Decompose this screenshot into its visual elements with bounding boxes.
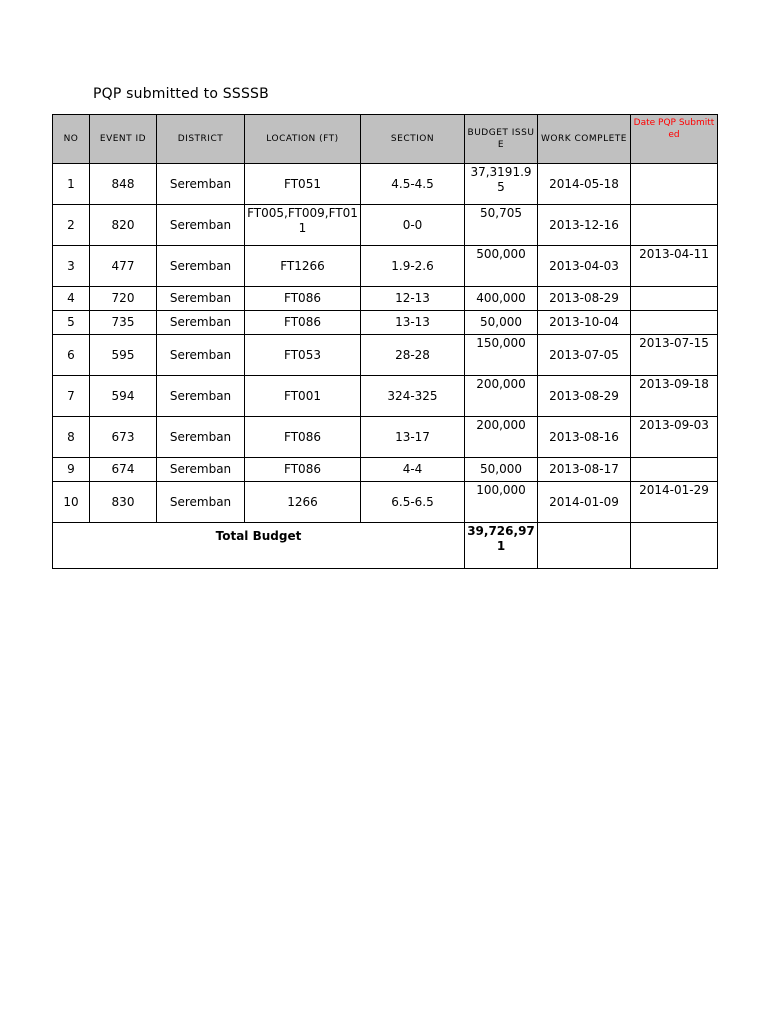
cell-date-submitted: 2013-09-18	[631, 376, 718, 417]
total-empty-cell	[631, 523, 718, 569]
cell-date-submitted	[631, 205, 718, 246]
cell-district: Seremban	[157, 376, 245, 417]
total-row	[53, 523, 718, 569]
cell-section: 28-28	[361, 335, 465, 376]
cell-budget: 50,000	[465, 458, 538, 482]
cell-section: 6.5-6.5	[361, 482, 465, 523]
cell-section: 12-13	[361, 287, 465, 311]
cell-no: 7	[53, 376, 90, 417]
pqp-table	[52, 114, 718, 569]
cell-work-complete: 2014-05-18	[538, 164, 631, 205]
cell-budget: 150,000	[465, 335, 538, 376]
cell-location: FT086	[245, 458, 361, 482]
table-row	[53, 311, 718, 335]
table-header-row	[53, 115, 718, 164]
cell-work-complete: 2013-08-29	[538, 376, 631, 417]
cell-district: Seremban	[157, 311, 245, 335]
table-row	[53, 458, 718, 482]
cell-date-submitted	[631, 287, 718, 311]
header-budget-issue: BUDGET ISSUE	[465, 115, 538, 164]
total-budget-label: Total Budget	[53, 523, 465, 569]
cell-location: FT086	[245, 311, 361, 335]
cell-date-submitted	[631, 311, 718, 335]
cell-no: 5	[53, 311, 90, 335]
header-location: LOCATION (FT)	[245, 115, 361, 164]
cell-section: 0-0	[361, 205, 465, 246]
cell-work-complete: 2013-08-16	[538, 417, 631, 458]
table-row	[53, 164, 718, 205]
cell-budget: 200,000	[465, 417, 538, 458]
cell-date-submitted: 2013-07-15	[631, 335, 718, 376]
header-district: DISTRICT	[157, 115, 245, 164]
page-title: PQP submitted to SSSSB	[93, 86, 269, 102]
cell-location: FT051	[245, 164, 361, 205]
table-row	[53, 287, 718, 311]
cell-location: FT053	[245, 335, 361, 376]
cell-budget: 200,000	[465, 376, 538, 417]
cell-date-submitted: 2014-01-29	[631, 482, 718, 523]
cell-work-complete: 2013-04-03	[538, 246, 631, 287]
table-row	[53, 482, 718, 523]
cell-work-complete: 2013-08-29	[538, 287, 631, 311]
table-row	[53, 417, 718, 458]
cell-district: Seremban	[157, 164, 245, 205]
cell-no: 10	[53, 482, 90, 523]
cell-no: 8	[53, 417, 90, 458]
cell-section: 324-325	[361, 376, 465, 417]
table-row	[53, 376, 718, 417]
cell-district: Seremban	[157, 246, 245, 287]
cell-no: 4	[53, 287, 90, 311]
header-section: SECTION	[361, 115, 465, 164]
cell-no: 3	[53, 246, 90, 287]
cell-location: FT1266	[245, 246, 361, 287]
cell-date-submitted	[631, 458, 718, 482]
cell-event-id: 595	[90, 335, 157, 376]
cell-budget: 37,3191.95	[465, 164, 538, 205]
cell-no: 9	[53, 458, 90, 482]
cell-event-id: 674	[90, 458, 157, 482]
cell-budget: 50,000	[465, 311, 538, 335]
cell-district: Seremban	[157, 458, 245, 482]
header-date-submitted: Date PQP Submitted	[631, 115, 718, 164]
cell-location: FT086	[245, 287, 361, 311]
cell-location: FT005,FT009,FT011	[245, 205, 361, 246]
cell-section: 1.9-2.6	[361, 246, 465, 287]
cell-no: 6	[53, 335, 90, 376]
cell-section: 13-13	[361, 311, 465, 335]
cell-no: 2	[53, 205, 90, 246]
cell-location: FT001	[245, 376, 361, 417]
total-empty-cell	[538, 523, 631, 569]
cell-event-id: 477	[90, 246, 157, 287]
cell-work-complete: 2013-07-05	[538, 335, 631, 376]
cell-event-id: 594	[90, 376, 157, 417]
total-budget-value: 39,726,971	[465, 523, 538, 569]
cell-budget: 100,000	[465, 482, 538, 523]
table-row	[53, 335, 718, 376]
cell-date-submitted: 2013-04-11	[631, 246, 718, 287]
cell-event-id: 735	[90, 311, 157, 335]
cell-event-id: 673	[90, 417, 157, 458]
cell-event-id: 848	[90, 164, 157, 205]
cell-date-submitted	[631, 164, 718, 205]
cell-section: 4.5-4.5	[361, 164, 465, 205]
cell-location: FT086	[245, 417, 361, 458]
cell-event-id: 820	[90, 205, 157, 246]
cell-district: Seremban	[157, 287, 245, 311]
header-no: NO	[53, 115, 90, 164]
cell-section: 4-4	[361, 458, 465, 482]
header-event-id: EVENT ID	[90, 115, 157, 164]
table-row	[53, 246, 718, 287]
cell-location: 1266	[245, 482, 361, 523]
cell-district: Seremban	[157, 205, 245, 246]
cell-event-id: 720	[90, 287, 157, 311]
table-row	[53, 205, 718, 246]
cell-work-complete: 2013-12-16	[538, 205, 631, 246]
cell-work-complete: 2013-10-04	[538, 311, 631, 335]
cell-budget: 50,705	[465, 205, 538, 246]
cell-budget: 400,000	[465, 287, 538, 311]
cell-district: Seremban	[157, 417, 245, 458]
cell-district: Seremban	[157, 482, 245, 523]
cell-work-complete: 2013-08-17	[538, 458, 631, 482]
cell-section: 13-17	[361, 417, 465, 458]
cell-event-id: 830	[90, 482, 157, 523]
cell-work-complete: 2014-01-09	[538, 482, 631, 523]
cell-date-submitted: 2013-09-03	[631, 417, 718, 458]
cell-district: Seremban	[157, 335, 245, 376]
cell-budget: 500,000	[465, 246, 538, 287]
cell-no: 1	[53, 164, 90, 205]
header-work-complete: WORK COMPLETE	[538, 115, 631, 164]
